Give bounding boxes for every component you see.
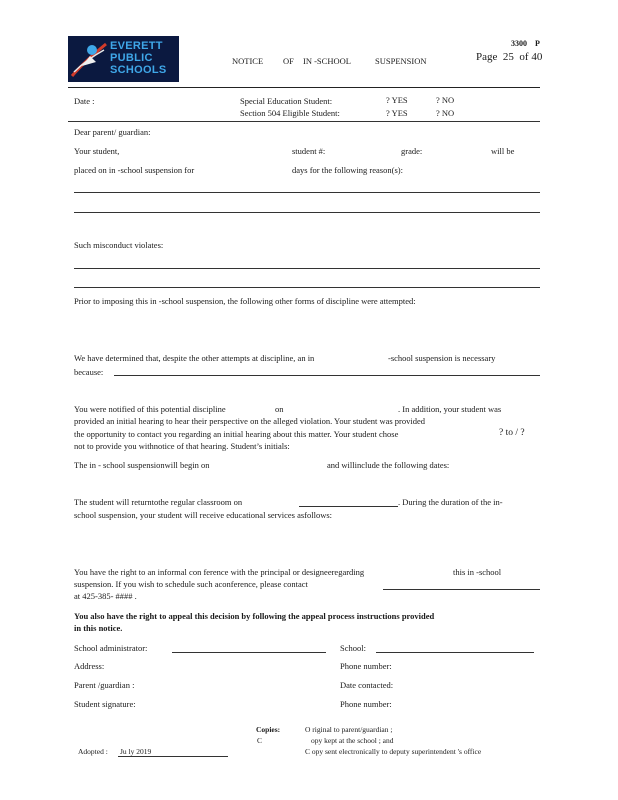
- policy-number: 3300: [511, 39, 527, 48]
- will-be-text: will be: [491, 146, 515, 156]
- return-text-1b: . During the duration of the in-: [398, 497, 503, 507]
- placed-on-text: placed on in -school suspension for: [74, 165, 195, 175]
- logo-line-3: SCHOOLS: [110, 64, 167, 76]
- to-not-to-choice[interactable]: ? to / ?: [499, 428, 525, 438]
- notified-text-4: not to provide you withnotice of that hearing. Student’s initials:: [74, 441, 290, 451]
- adopted-label: Adopted :: [78, 747, 108, 756]
- notified-text-1a: You were notified of this potential discipline: [74, 404, 226, 414]
- will-include-text: and willinclude the following dates:: [327, 460, 450, 470]
- copies-label: Copies:: [256, 725, 281, 734]
- because-label: because:: [74, 367, 104, 377]
- rocket-swoosh-icon: [68, 36, 112, 82]
- logo-wordmark: [110, 40, 167, 76]
- notified-text-3: the opportunity to contact you regarding an initial hearing about this matter. Your student chose: [74, 429, 399, 439]
- section-504-no[interactable]: ? NO: [436, 108, 455, 118]
- page-indicator: [476, 51, 542, 63]
- school-administrator-line[interactable]: [172, 652, 326, 653]
- salutation: Dear parent/ guardian:: [74, 127, 151, 137]
- adopted-date: Ju ly 2019: [120, 747, 152, 756]
- grade-label: grade:: [401, 146, 423, 156]
- misconduct-line-2[interactable]: [74, 287, 540, 288]
- return-text-1a: The student will returntothe regular classroom on: [74, 497, 243, 507]
- notified-text-2: provided an initial hearing to hear their perspective on the alleged violation. Your student was provided: [74, 416, 426, 426]
- copies-c-letter: C: [257, 736, 263, 745]
- appeal-text-2: in this notice.: [74, 623, 123, 633]
- conference-text-2: suspension. If you wish to schedule such aconference, please contact: [74, 579, 308, 589]
- header-rule: [68, 87, 540, 88]
- notified-text-1b: on: [275, 404, 284, 414]
- title-suspension: SUSPENSION: [375, 56, 427, 66]
- parent-guardian-label: Parent /guardian :: [74, 680, 135, 690]
- title-notice: NOTICE: [232, 56, 264, 66]
- special-ed-no[interactable]: ? NO: [436, 95, 455, 105]
- district-logo: [68, 36, 179, 82]
- policy-suffix: P: [535, 39, 540, 48]
- title-of: OF: [283, 56, 294, 66]
- phone-number-label-1: Phone number:: [340, 661, 392, 671]
- title-in-school: IN -SCHOOL: [303, 56, 351, 66]
- page-of: of: [519, 51, 529, 63]
- contact-line[interactable]: [383, 589, 540, 590]
- school-administrator-label: School administrator:: [74, 643, 148, 653]
- page-label: Page: [476, 51, 498, 63]
- prior-discipline-text: Prior to imposing this in -school suspension, the following other forms of discipline were attempted:: [74, 296, 416, 306]
- student-number-label: student #:: [292, 146, 326, 156]
- section-504-yes[interactable]: ? YES: [386, 108, 408, 118]
- misconduct-line-1[interactable]: [74, 268, 540, 269]
- student-signature-label: Student signature:: [74, 699, 136, 709]
- special-education-label: Special Education Student:: [240, 96, 333, 106]
- school-line[interactable]: [376, 652, 534, 653]
- adopted-date-line: [118, 756, 228, 757]
- determined-text-2: -school suspension is necessary: [388, 353, 496, 363]
- misconduct-label: Such misconduct violates:: [74, 240, 164, 250]
- phone-number-label-2: Phone number:: [340, 699, 392, 709]
- return-date-line[interactable]: [299, 506, 398, 507]
- will-begin-text: The in - school suspensionwill begin on: [74, 460, 210, 470]
- school-label: School:: [340, 643, 366, 653]
- conference-text-1b: this in -school: [453, 567, 502, 577]
- conference-phone: at 425-385- #### .: [74, 591, 137, 601]
- logo-line-2: PUBLIC: [110, 52, 153, 64]
- return-text-2: school suspension, your student will receive educational services asfollows:: [74, 510, 333, 520]
- date-contacted-label: Date contacted:: [340, 680, 394, 690]
- page-total: 40: [531, 51, 543, 63]
- notified-text-1c: . In addition, your student was: [398, 404, 502, 414]
- copy-school: opy kept at the school ; and: [311, 736, 394, 745]
- copy-original: O riginal to parent/guardian ;: [305, 725, 393, 734]
- because-line[interactable]: [114, 375, 540, 376]
- conference-text-1a: You have the right to an informal con ference with the principal or designeeregarding: [74, 567, 365, 577]
- date-label: Date :: [74, 96, 95, 106]
- page-current: 25: [502, 51, 514, 63]
- logo-line-1: EVERETT: [110, 40, 163, 52]
- determined-text-1: We have determined that, despite the other attempts at discipline, an in: [74, 353, 315, 363]
- days-reasons-text: days for the following reason(s):: [292, 165, 403, 175]
- top-fields-rule: [68, 121, 540, 122]
- your-student-label: Your student,: [74, 146, 120, 156]
- reason-line-2[interactable]: [74, 212, 540, 213]
- address-label: Address:: [74, 661, 105, 671]
- appeal-text-1: You also have the right to appeal this decision by following the appeal process instructions provided: [74, 611, 435, 621]
- copy-electronic: C opy sent electronically to deputy superintendent 's office: [305, 747, 482, 756]
- special-ed-yes[interactable]: ? YES: [386, 95, 408, 105]
- section-504-label: Section 504 Eligible Student:: [240, 108, 340, 118]
- reason-line-1[interactable]: [74, 192, 540, 193]
